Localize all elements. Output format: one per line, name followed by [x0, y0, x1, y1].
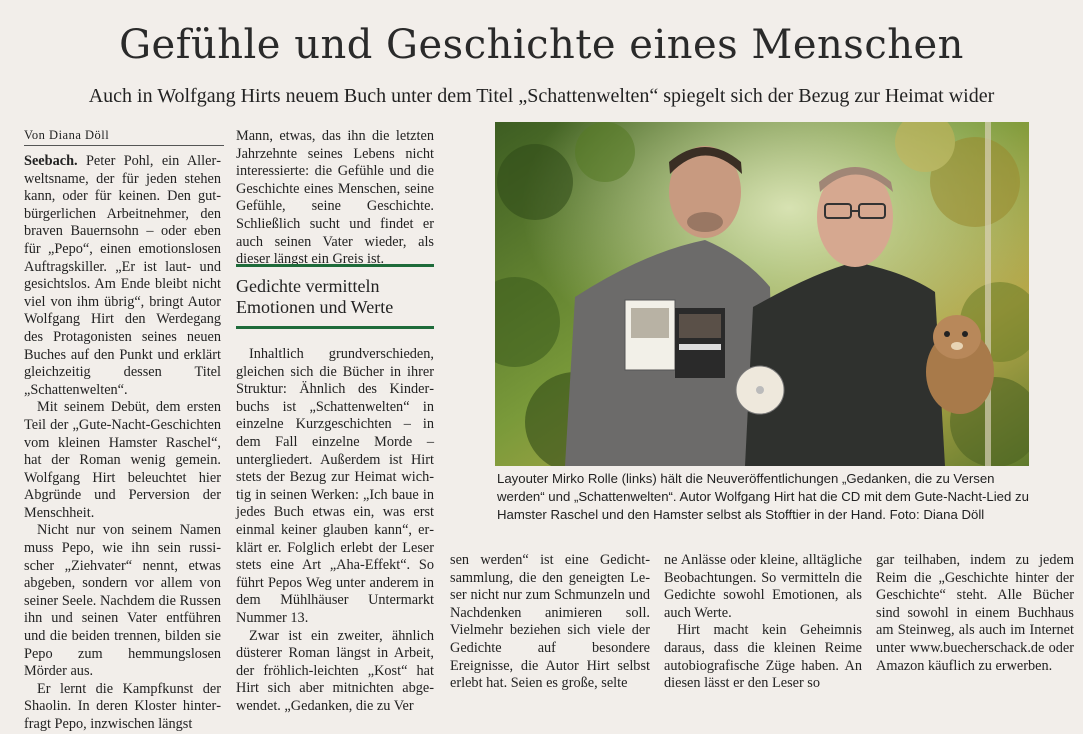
- subheading-line-2: Emotionen und Werte: [236, 297, 394, 317]
- article-subtitle: Auch in Wolfgang Hirts neuem Buch unter dem Titel „Schattenwelten“ spiegelt sich der Bezug zur Heimat wider: [88, 85, 995, 107]
- photo-illustration: [495, 122, 1029, 466]
- text-column-1: [24, 153, 221, 734]
- article-photo: [495, 122, 1029, 466]
- paragraph: Er lernt die Kampfkunst der Shaolin. In deren Kloster hinterfragt Pepo, inzwischen längst: [24, 680, 221, 732]
- paragraph: Mann, etwas, das ihn die letzten Jahrzehnte seines Lebens nicht interessierte: die Gefühle und die Geschichte eines Menschen, seine Gefühle, seine Geschichte. Schließlich sucht und findet er auch seinen Vater wieder, als dieser längst ein Greis ist.: [236, 128, 434, 268]
- paragraph: Mit seinem Debüt, dem ersten Teil der „Gute-Nacht-Geschichten vom kleinen Hamster Raschel“, hat der Roman wenig gemein. Wolfgang Hirt beleuchtet hier Abgründe und Perversion der Menschheit.: [24, 399, 221, 521]
- paragraph: Hirt macht kein Geheimnis daraus, dass die kleinen Reime autobiografische Züge haben. An diesen lässt er den Leser so: [664, 622, 862, 692]
- text-column-2-bottom: [236, 346, 434, 715]
- books: [625, 300, 725, 378]
- text-column-4: [664, 552, 862, 693]
- photo-caption: Layouter Mirko Rolle (links) hält die Neuveröffentlichungen „Gedanken, die zu Versen werden“ und „Schattenwelten“. Autor Wolfgang Hirt hat die CD mit dem Gute-Nacht-Lied zu Hamster Raschel und den Hamster selbst als Stofftier in der Hand. Foto: Diana Döll: [497, 471, 1029, 522]
- paragraph: Inhaltlich grundverschieden, gleichen sich die Bücher in ihrer Struktur: Ähnlich des Kinderbuchs ist „Schattenwelten“ in einzelne Kurzgeschichten – in dem Fall einzelne Morde – untergliedert. Außerdem ist Hirt stets der Bezug zur Heimat wichtig in seinen Werken: „Ich baue in jedes Buch etwas ein, was erst einmal keiner glauben kann“, erklärt er. Folglich erlebt der Leser stets eine Art „Aha-Effekt“. So führt Pepos Weg unter anderem in dem Mühlhäuser Untermarkt Nummer 13.: [236, 346, 434, 626]
- paragraph: Nicht nur von seinem Namen muss Pepo, wie ihn sein russischer „Ziehvater“ nennt, etwas abgeben, sondern vor allem von seiner Seele. Nachdem die Russen ihn und seinen Vater entführen und die beiden trennen, bilden sie Pepo zum hemmungslosen Mörder aus.: [24, 522, 221, 680]
- paragraph: Peter Pohl, ein Allerweltsname, der für jeden stehen kann, oder für keinen. Den gutbürgerlichen Arbeitnehmer, den braven Bauernsohn – oder eben für „Pepo“, einen emotionslosen Auftragskiller. „Er ist laut- und gesichtslos. Am Ende bleibt nicht viel von ihm übrig“, bringt Autor Wolfgang Hirt den Werdegang des Protagonisten seines neuen Buches auf den Punkt und erklärt gleichzeitig dessen Titel „Schattenwelten“.: [24, 153, 221, 398]
- paragraph: sen werden“ ist eine Gedichtsammlung, die den geneigten Leser nicht nur zum Schmunzeln und Nachdenken animieren soll. Vielmehr beziehen sich viele der Gedichte auf besondere Ereignisse, die Autor Hirt selbst erlebt hat. Seien es große, selte: [450, 552, 650, 692]
- paragraph: ne Anlässe oder kleine, alltägliche Beobachtungen. So vermitteln die Gedichte sowohl Emotionen, als auch Werte.: [664, 552, 862, 621]
- article-title: Gefühle und Geschichte eines Menschen: [119, 22, 964, 68]
- dateline: Seebach.: [24, 153, 78, 169]
- subheading-box: [236, 264, 434, 329]
- text-column-2-top: [236, 128, 434, 269]
- paragraph: Zwar ist ein zweiter, ähnlich düsterer Roman längst in Arbeit, der fröhlich-leichten „Kost“ hat Hirt sich aber mitnichten abgewendet. „Gedanken, die zu Ver: [236, 627, 434, 714]
- text-column-3: [450, 552, 650, 693]
- byline: Von Diana Döll: [24, 128, 224, 146]
- text-column-5: [876, 552, 1074, 675]
- subheading-line-1: Gedichte vermitteln: [236, 276, 380, 296]
- paragraph: gar teilhaben, indem zu jedem Reim die „Geschichte hinter der Geschichte“ steht. Alle Bücher sind sowohl in einem Buchhaus am Steinweg, als auch im Internet unter www.buecherschack.de oder Amazon käuflich zu erwerben.: [876, 552, 1074, 674]
